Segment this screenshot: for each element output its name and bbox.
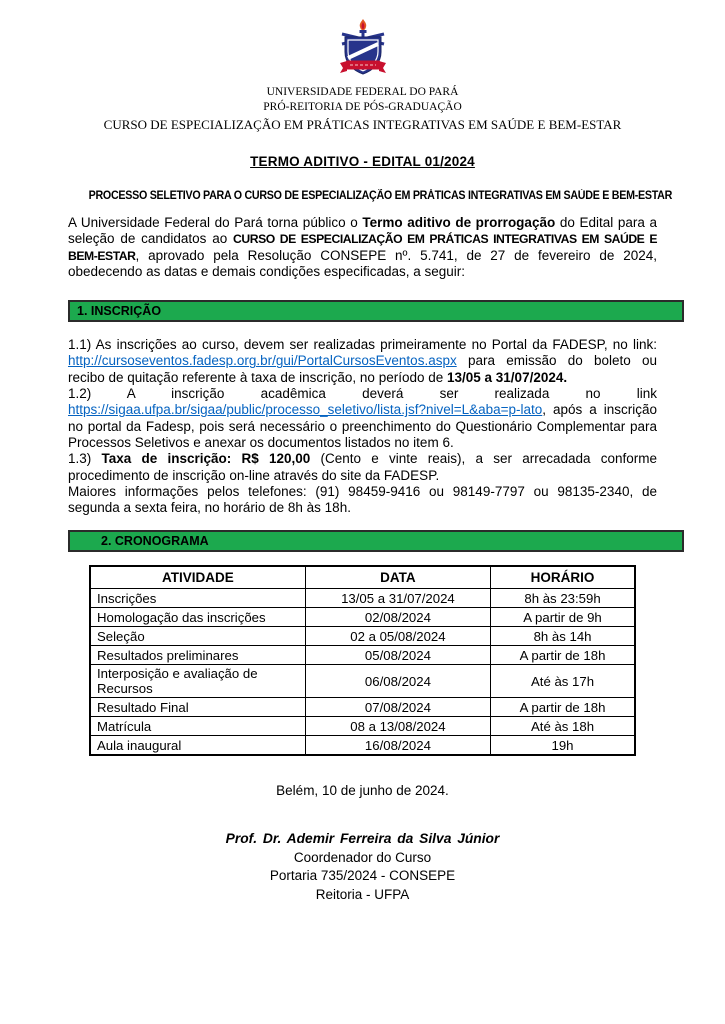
table-cell: Homologação das inscrições [90, 608, 305, 627]
schedule-table [89, 565, 636, 756]
column-header: HORÁRIO [491, 566, 635, 589]
table-cell: Resultados preliminares [90, 646, 305, 665]
table-cell: 13/05 a 31/07/2024 [305, 589, 490, 608]
table-row [90, 736, 635, 755]
table-body [90, 589, 635, 755]
text-run: (Cento e vinte reais), a ser arrecadada conforme procedimento de inscrição on-line através do site da FADESP. [68, 451, 658, 483]
table-cell: 19h [491, 736, 635, 755]
intro-paragraph [68, 215, 657, 280]
table-row [90, 646, 635, 665]
table-cell: 08 a 13/08/2024 [305, 717, 490, 736]
hyperlink[interactable]: http://cursoseventos.fadesp.org.br/gui/PortalCursosEventos.aspx [68, 353, 457, 369]
item-1-1 [68, 337, 657, 386]
text-run: para emissão do boleto ou recibo de quitação referente à taxa de inscrição, no período de [68, 353, 657, 385]
table-cell: A partir de 9h [491, 608, 635, 627]
text-run: Taxa de inscrição: R$ 120,00 [101, 451, 311, 467]
section-heading-label: 1. INSCRIÇÃO [77, 304, 162, 319]
table-cell: 07/08/2024 [305, 698, 490, 717]
table-cell: 8h às 23:59h [491, 589, 635, 608]
column-header: ATIVIDADE [90, 566, 305, 589]
text-run: 1.2) A inscrição acadêmica deverá ser realizada no link [68, 386, 657, 402]
signature-portaria: Portaria 735/2024 - CONSEPE [269, 868, 456, 884]
table-cell: 8h às 14h [491, 627, 635, 646]
table-cell: 05/08/2024 [305, 646, 490, 665]
document-title: TERMO ADITIVO - EDITAL 01/2024 [250, 154, 475, 169]
section-heading-cronograma [68, 530, 684, 552]
table-row [90, 589, 635, 608]
contact-info [68, 484, 657, 517]
table-cell: 16/08/2024 [305, 736, 490, 755]
hyperlink[interactable]: https://sigaa.ufpa.br/sigaa/public/processo_seletivo/lista.jsf?nivel=L&aba=p-lato [68, 402, 543, 418]
table-row [90, 627, 635, 646]
text-run: 13/05 a 31/07/2024. [447, 369, 568, 385]
inscription-items [68, 337, 657, 516]
table-cell: A partir de 18h [491, 646, 635, 665]
text-run: 1.1) As inscrições ao curso, devem ser realizadas primeiramente no Portal da FADESP, no link: [68, 337, 657, 353]
item-1-3 [68, 451, 657, 484]
table-cell: Interposição e avaliação de Recursos [90, 665, 305, 698]
signature-org: Reitoria - UFPA [315, 886, 410, 902]
table-row [90, 717, 635, 736]
table-cell: Aula inaugural [90, 736, 305, 755]
table-cell: Seleção [90, 627, 305, 646]
signature-name: Prof. Dr. Ademir Ferreira da Silva Júnior [225, 830, 500, 846]
signature-role: Coordenador do Curso [293, 849, 432, 865]
section-heading-label: 2. CRONOGRAMA [101, 534, 209, 549]
document-subtitle: PROCESSO SELETIVO PARA O CURSO DE ESPECIALIZAÇÃO EM PRÁTICAS INTEGRATIVAS EM SAÚDE E BEM-ESTAR [88, 190, 673, 202]
table-header-row [90, 566, 635, 589]
table-cell: Inscrições [90, 589, 305, 608]
text-run: CURSO DE ESPECIALIZAÇÃO EM PRÁTICAS INTEGRATIVAS EM SAÚDE E BEM-ESTAR [68, 232, 658, 263]
table-cell: Matrícula [90, 717, 305, 736]
table-row [90, 698, 635, 717]
text-run: , após a inscrição no portal da Fadesp, pois será necessário o preenchimento do Questionário Complementar para Processos Seletivos e anexar os documentos listados no item 6. [68, 402, 657, 450]
section-heading-inscricao [68, 300, 684, 322]
table-cell: 02 a 05/08/2024 [305, 627, 490, 646]
table-cell: 02/08/2024 [305, 608, 490, 627]
dateline: Belém, 10 de junho de 2024. [276, 782, 449, 798]
column-header: DATA [305, 566, 490, 589]
torch-flame-icon [359, 19, 366, 38]
table-cell: Até às 18h [491, 717, 635, 736]
text-run: do Edital para a seleção de candidatos ao [68, 215, 657, 247]
logo-container [68, 18, 657, 85]
ufpa-crest-logo [334, 18, 392, 80]
text-run: A Universidade Federal do Pará torna público o [68, 215, 363, 230]
table-cell: A partir de 18h [491, 698, 635, 717]
table-cell: Até às 17h [491, 665, 635, 698]
course-name-header: CURSO DE ESPECIALIZAÇÃO EM PRÁTICAS INTEGRATIVAS EM SAÚDE E BEM-ESTAR [103, 117, 622, 132]
org-department: PRÓ-REITORIA DE PÓS-GRADUAÇÃO [263, 101, 462, 113]
text-run: , aprovado pela Resolução CONSEPE nº. 5.741, de 27 de fevereiro de 2024, obedecendo as datas e demais condições especificadas, a seguir: [68, 247, 657, 279]
table-row [90, 608, 635, 627]
item-1-2 [68, 386, 657, 451]
text-run: Maiores informações pelos telefones: (91) 98459-9416 ou 98149-7797 ou 98135-2340, de segunda a sexta feira, no horário de 8h às 18h. [68, 483, 657, 516]
table-row [90, 665, 635, 698]
org-name: UNIVERSIDADE FEDERAL DO PARÁ [266, 86, 459, 98]
text-run: 1.3) [68, 451, 102, 467]
text-run: Termo aditivo de prorrogação [362, 215, 556, 230]
table-cell: 06/08/2024 [305, 665, 490, 698]
signature-block [68, 829, 657, 905]
table-cell: Resultado Final [90, 698, 305, 717]
